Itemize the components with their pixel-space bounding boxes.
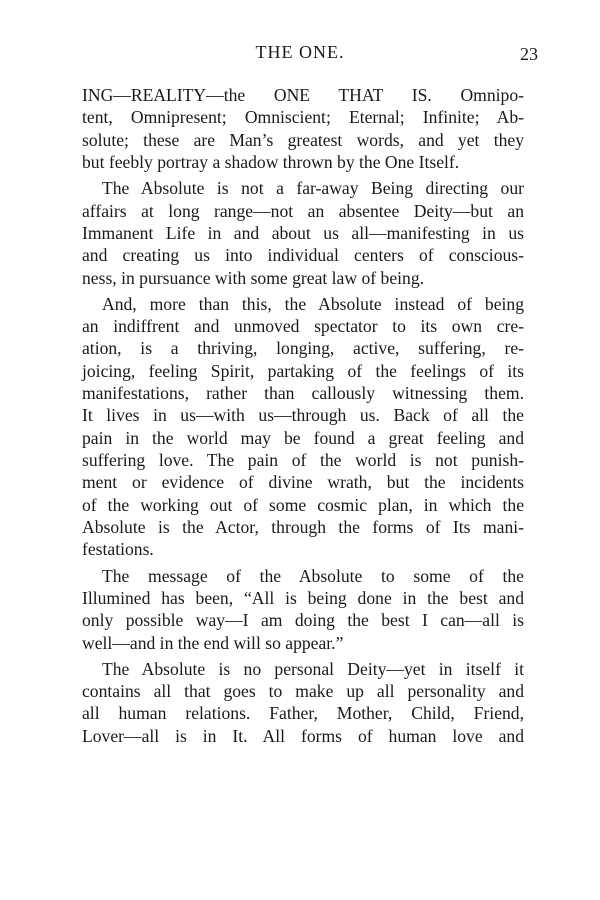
text-line: contains all that goes to make up all personality and <box>82 681 524 702</box>
text-line: suffering love. The pain of the world is not punish- <box>82 450 524 471</box>
paragraph <box>82 177 524 289</box>
text-line: ING—REALITY—the ONE THAT IS. Omnipo- <box>82 85 524 105</box>
text-line: festations. <box>82 539 154 560</box>
text-line: Immanent Life in and about us all—manifesting in us <box>82 222 524 243</box>
text-line: Illumined has been, “All is being done in the best and <box>82 587 524 608</box>
text-line: ment or evidence of divine wrath, but the incidents <box>82 472 524 493</box>
paragraph <box>82 84 524 173</box>
text-line: It lives in us—with us—through us. Back of all the <box>82 405 524 426</box>
text-line: only possible way—I am doing the best I can—all is <box>82 610 524 631</box>
text-line: ness, in pursuance with some great law of being. <box>82 267 425 288</box>
text-line: Absolute is the Actor, through the forms of Its mani- <box>82 517 524 538</box>
text-line: all human relations. Father, Mother, Child, Friend, <box>82 703 524 724</box>
text-line: of the working out of some cosmic plan, in which the <box>82 494 524 515</box>
text-line: but feebly portray a shadow thrown by the One Itself. <box>82 152 460 173</box>
paragraph <box>82 658 524 747</box>
paragraph <box>82 293 524 561</box>
text-line: affairs at long range—not an absentee Deity—but an <box>82 200 524 221</box>
text-line: The Absolute is no personal Deity—yet in itself it <box>102 658 524 679</box>
text-line: well—and in the end will so appear.” <box>82 632 344 653</box>
text-line: and creating us into individual centers of conscious- <box>82 245 524 266</box>
text-line: The Absolute is not a far-away Being directing our <box>102 178 524 199</box>
paragraph <box>82 565 524 654</box>
text-line: manifestations, rather than callously witnessing them. <box>82 383 524 404</box>
text-line: The message of the Absolute to some of the <box>102 565 524 586</box>
page-number: 23 <box>520 44 538 64</box>
text-line: ation, is a thriving, longing, active, suffering, re- <box>82 338 524 359</box>
running-head-title: THE ONE. <box>255 42 345 62</box>
text-line: pain in the world may be found a great feeling and <box>82 427 524 448</box>
text-line: Lover—all is in It. All forms of human love and <box>82 725 524 746</box>
text-line: an indiffrent and unmoved spectator to its own cre- <box>82 316 524 337</box>
text-line: joicing, feeling Spirit, partaking of the feelings of its <box>82 360 524 381</box>
text-line: tent, Omnipresent; Omniscient; Eternal; Infinite; Ab- <box>82 107 524 128</box>
text-line: solute; these are Man’s greatest words, and yet they <box>82 129 524 150</box>
body-text <box>82 84 524 751</box>
text-line: And, more than this, the Absolute instead of being <box>102 293 524 314</box>
